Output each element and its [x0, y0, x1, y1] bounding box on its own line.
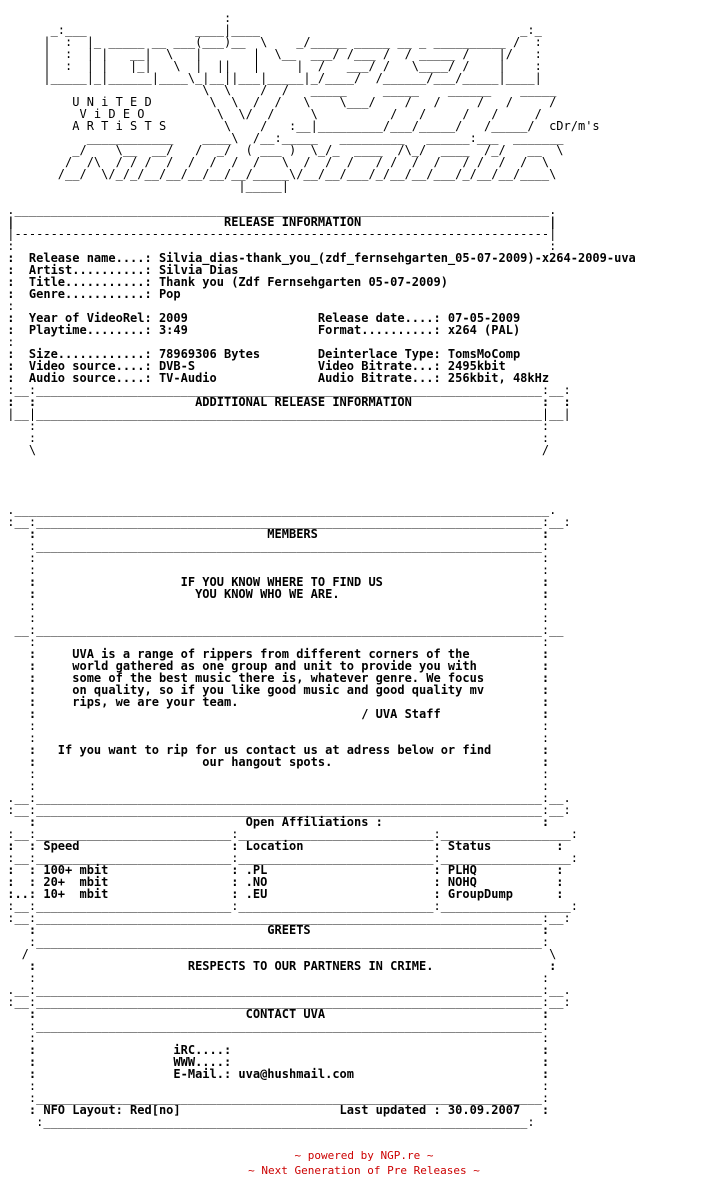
nfo-line: | RELEASE INFORMATION |	[0, 215, 557, 229]
nfo-line: : world gathered as one group and unit to provide you with :	[0, 659, 550, 673]
nfo-line: : rips, we are your team. :	[0, 695, 550, 709]
nfo-line: : our hangout spots. :	[0, 755, 550, 769]
nfo-line: ____________ ____\ /__:_____ _________ ______:___ _______	[0, 131, 564, 145]
nfo-line: :__:___________________________:___________________________:__________________:	[0, 827, 578, 841]
nfo-line: .__:______________________________________________________________________:__.	[0, 791, 571, 805]
nfo-line: : on quality, so if you like good music and good quality mv :	[0, 683, 550, 697]
nfo-line: : Open Affiliations : :	[0, 815, 550, 829]
nfo-line: V i D E O \ \/ / \ / / / / /	[0, 107, 542, 121]
nfo-line: :______________________________________________________________________:	[0, 1019, 550, 1033]
nfo-line: :	[0, 11, 232, 25]
nfo-line: : iRC....: :	[0, 1043, 550, 1057]
nfo-line: _/ \__ __/ / _/ ( ___ ) \_/_ ____ /\_/ ____ /_/ __ \	[0, 143, 564, 157]
nfo-line: : Artist..........: Silvia Dias	[0, 263, 239, 277]
nfo-line	[0, 480, 728, 492]
nfo-line: :__:______________________________________________________________________:__:	[0, 803, 571, 817]
nfo-line: : YOU KNOW WHO WE ARE. :	[0, 587, 550, 601]
nfo-line: : :	[0, 563, 550, 577]
nfo-line: : GREETS :	[0, 923, 550, 937]
nfo-line: : : Speed : Location : Status :	[0, 839, 564, 853]
nfo-line: : :	[0, 1031, 550, 1045]
nfo-line: : :	[0, 971, 550, 985]
nfo-line: : :	[0, 1079, 550, 1093]
nfo-line: : :	[0, 551, 550, 565]
nfo-line: : IF YOU KNOW WHERE TO FIND US :	[0, 575, 550, 589]
nfo-line: : : 100+ mbit : .PL : PLHQ :	[0, 863, 564, 877]
nfo-line: .__:______________________________________________________________________:__.	[0, 983, 571, 997]
nfo-line: : : 20+ mbit : .NO : NOHQ :	[0, 875, 564, 889]
nfo-line: : Video source....: DVB-S Video Bitrate...: 2495kbit	[0, 359, 506, 373]
nfo-line: | : | | __| \ | | \__ ___/ /___ / / _____ / |/ :	[0, 47, 542, 61]
nfo-line: |--------------------------------------------------------------------------|	[0, 227, 557, 241]
nfo-line: : UVA is a range of rippers from different corners of the :	[0, 647, 550, 661]
nfo-line: : :	[0, 611, 550, 625]
nfo-line: : : ADDITIONAL RELEASE INFORMATION : :	[0, 395, 571, 409]
nfo-line: :______________________________________________________________________:	[0, 539, 550, 553]
nfo-line: \ \ / / _____ _____ ______ _____	[0, 83, 557, 97]
nfo-line: :__:___________________________:___________________________:__________________:	[0, 899, 578, 913]
nfo-line: U N i T E D \ \ / / \ \___/ / / / / /	[0, 95, 557, 109]
nfo-line: __:______________________________________________________________________:__	[0, 623, 564, 637]
nfo-line: :___________________________________________________________________:	[0, 1115, 535, 1129]
nfo-line: :__:______________________________________________________________________:__:	[0, 515, 571, 529]
nfo-line: :______________________________________________________________________:	[0, 1091, 550, 1105]
nfo-line: :__:______________________________________________________________________:__:	[0, 911, 571, 925]
nfo-line: | : |_ _____ __ ___(___)__ \ _/_____ _____ __ _ __________ / :	[0, 35, 542, 49]
nfo-line: /__/ \/_/_/__/__/__/__/__/_____\/__/__/___/_/__/__/___/_/__/__/____\	[0, 167, 557, 181]
nfo-line: |_____|_|______|____\_|__||___|_____|_/____/ /______/___/_____|____|	[0, 71, 542, 85]
footer-powered-by[interactable]: ~ powered by NGP.re ~	[294, 1149, 434, 1162]
nfo-line: A R T i S T S \ / :__|_________/___/_____/ /_____/ cDr/m's	[0, 119, 600, 133]
nfo-line: :..: 10+ mbit : .EU : GroupDump :	[0, 887, 564, 901]
nfo-line: / \	[0, 947, 557, 961]
nfo-line: :______________________________________________________________________:	[0, 935, 550, 949]
nfo-line: |__|______________________________________________________________________|__|	[0, 407, 571, 421]
nfo-line: : MEMBERS :	[0, 527, 550, 541]
nfo-line: :__:___________________________:___________________________:__________________:	[0, 851, 578, 865]
nfo-line: : Playtime........: 3:49 Format..........: x264 (PAL)	[0, 323, 521, 337]
nfo-line	[0, 456, 728, 468]
nfo-line: : If you want to rip for us contact us at adress below or find :	[0, 743, 550, 757]
nfo-line: :__:______________________________________________________________________:__:	[0, 383, 571, 397]
nfo-line: : Audio source....: TV-Audio Audio Bitrate...: 256kbit, 48kHz	[0, 371, 550, 385]
nfo-line: |_____|	[0, 179, 289, 193]
nfo-line: : :	[0, 731, 550, 745]
nfo-line: :__:______________________________________________________________________:__:	[0, 995, 571, 1009]
nfo-line: : / UVA Staff :	[0, 707, 550, 721]
nfo-line: : :	[0, 767, 550, 781]
nfo-line: :	[0, 335, 15, 349]
nfo-line: : :	[0, 635, 550, 649]
nfo-line: :	[0, 299, 15, 313]
nfo-line: : NFO Layout: Red[no] Last updated : 30.09.2007 :	[0, 1103, 550, 1117]
nfo-line: : :	[0, 431, 550, 445]
nfo-line: : Size............: 78969306 Bytes Deinterlace Type: TomsMoComp	[0, 347, 521, 361]
nfo-line: : RESPECTS TO OUR PARTNERS IN CRIME. :	[0, 959, 557, 973]
nfo-line: _:___ ____|____ _:_	[0, 23, 542, 37]
nfo-line: : :	[0, 599, 550, 613]
nfo-line: : Genre...........: Pop	[0, 287, 181, 301]
nfo-line: | : | | |_| \ | || | | / ___/ / \____/ / | :	[0, 59, 542, 73]
nfo-line: \ /	[0, 443, 550, 457]
nfo-line: : Year of VideoRel: 2009 Release date....: 07-05-2009	[0, 311, 521, 325]
nfo-line: : WWW....: :	[0, 1055, 550, 1069]
footer-tagline: ~ Next Generation of Pre Releases ~	[248, 1164, 480, 1177]
nfo-line	[0, 468, 728, 480]
nfo-line: : :	[0, 719, 550, 733]
nfo-line: .__________________________________________________________________________.	[0, 503, 557, 517]
nfo-line: : E-Mail.: uva@hushmail.com :	[0, 1067, 550, 1081]
nfo-line: .__________________________________________________________________________.	[0, 203, 557, 217]
nfo-line: : Title...........: Thank you (Zdf Fernsehgarten 05-07-2009)	[0, 275, 448, 289]
nfo-line: : Release name....: Silvia_dias-thank_you_(zdf_fernsehgarten_05-07-2009)-x264-2009-uva	[0, 251, 636, 265]
nfo-line: : :	[0, 239, 557, 253]
nfo-line: : CONTACT UVA :	[0, 1007, 550, 1021]
nfo-line: : :	[0, 779, 550, 793]
nfo-line: / /\ / / / / / / / / \ / / / / / / / / / / / \	[0, 155, 550, 169]
nfo-line: : some of the best music there is, whatever genre. We focus :	[0, 671, 550, 685]
nfo-line: : :	[0, 419, 550, 433]
site-footer	[0, 1148, 728, 1178]
